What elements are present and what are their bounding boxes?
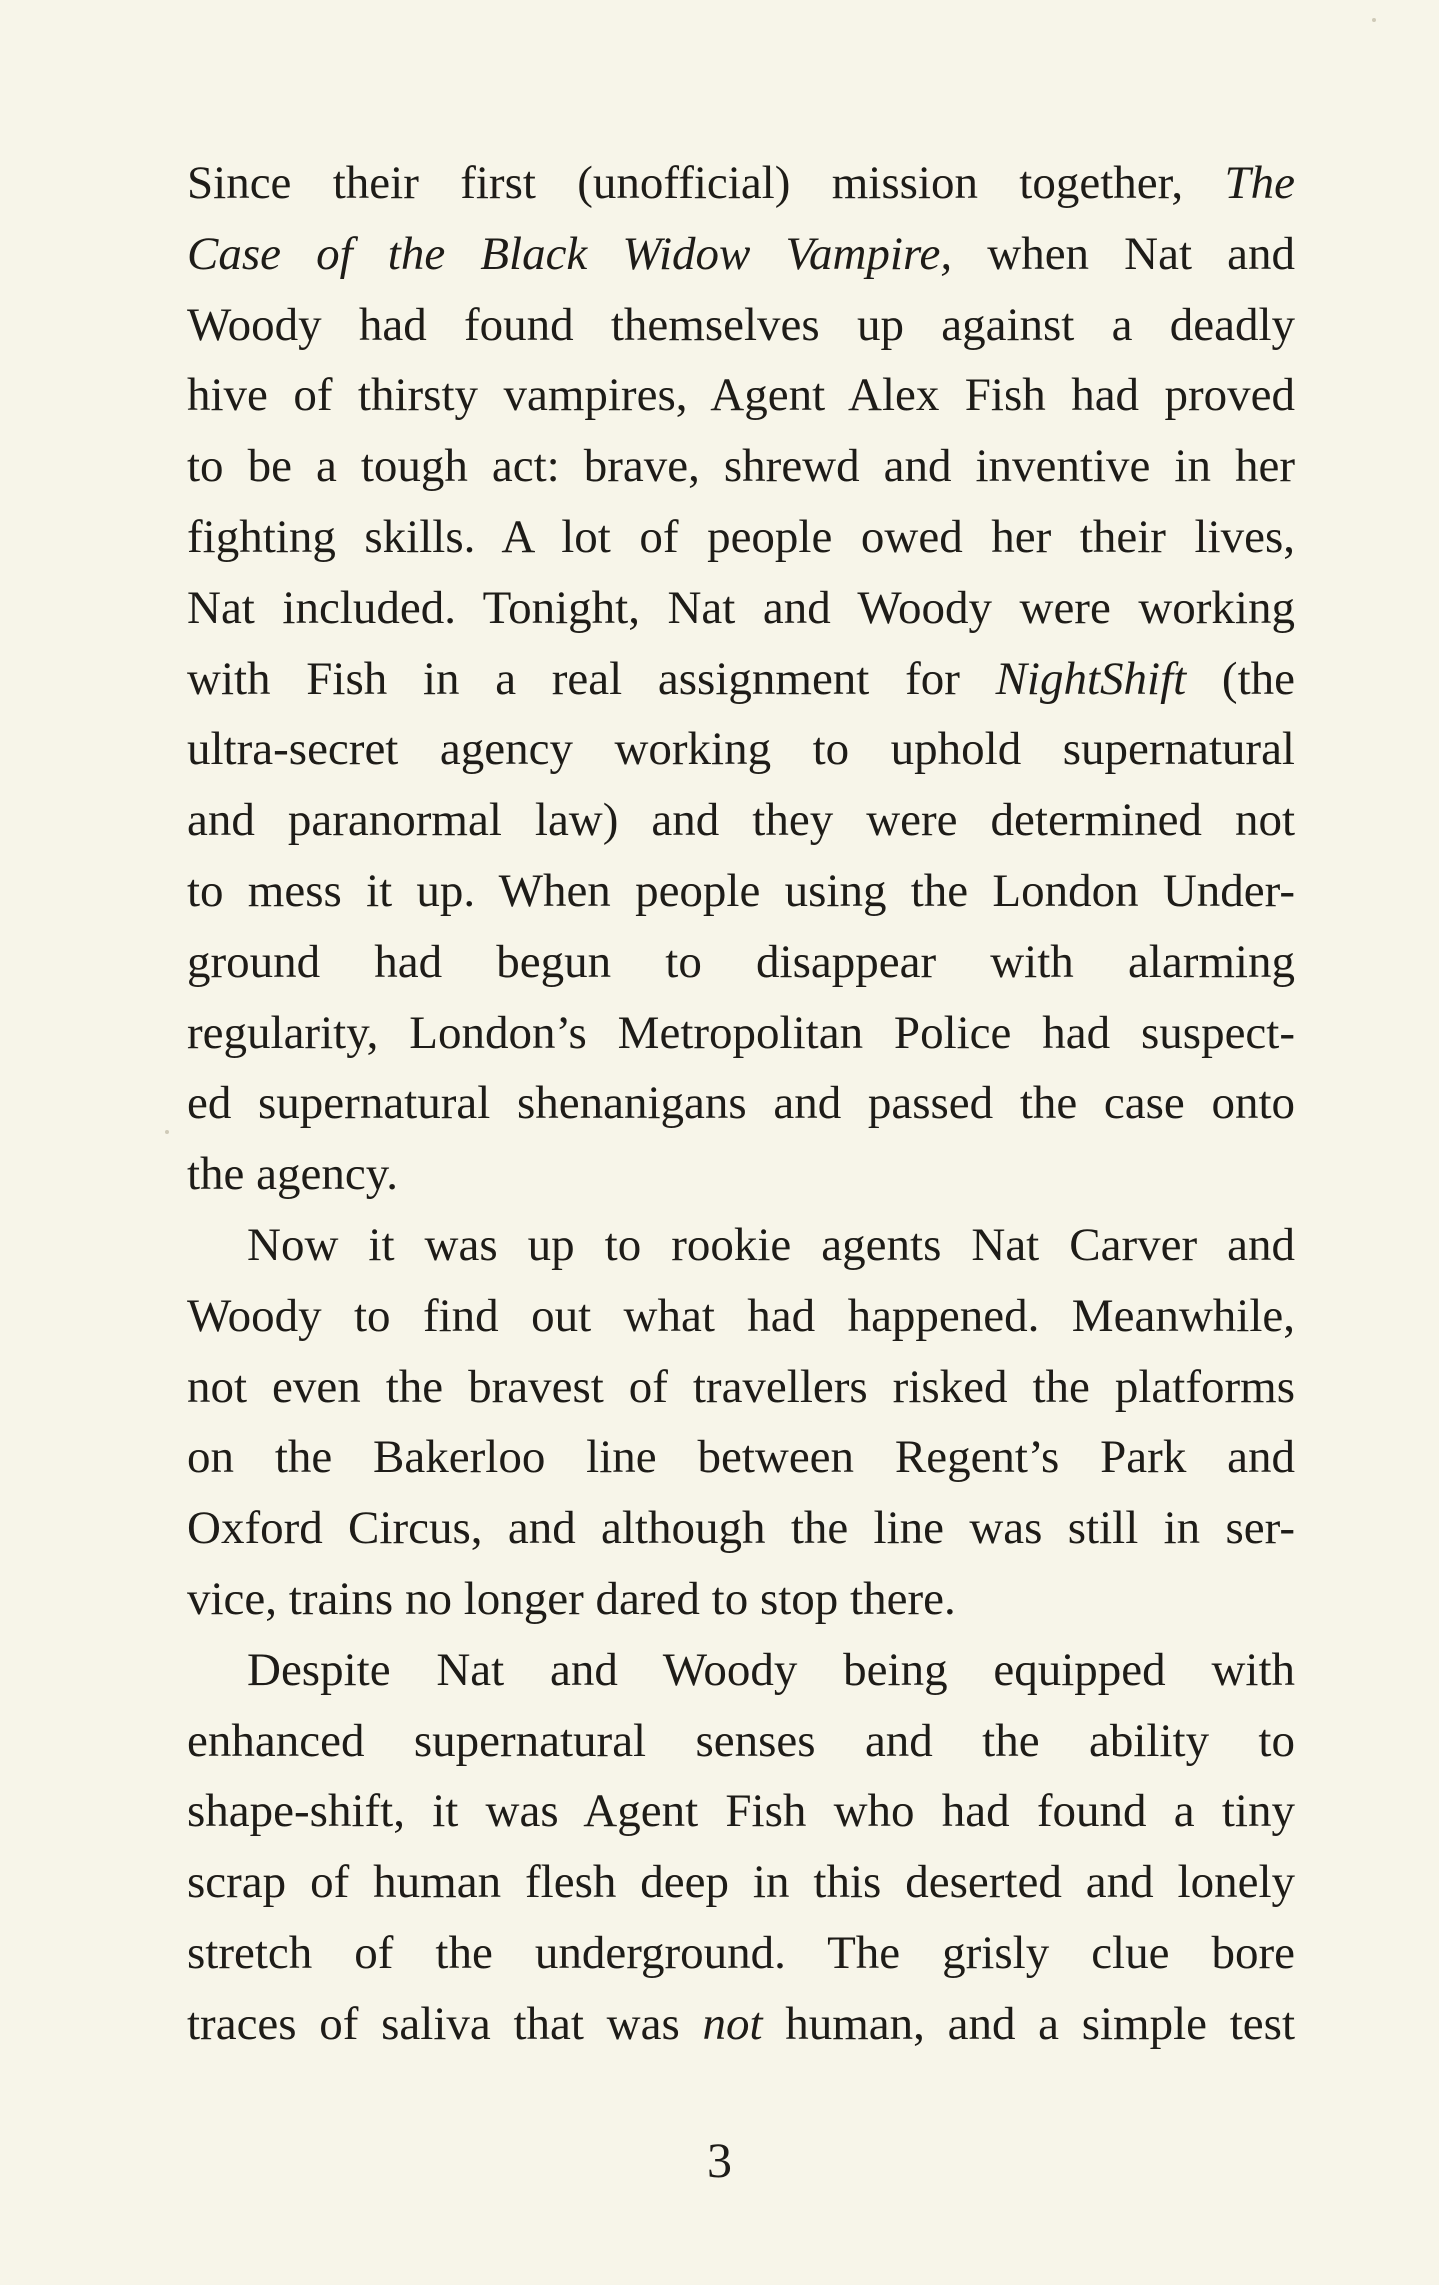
paragraph bbox=[187, 148, 1295, 1210]
text-run: enhanced supernatural senses and the ability to bbox=[187, 1714, 1295, 1767]
text-run: Oxford Circus, and although the line was still in ser- bbox=[187, 1502, 1295, 1555]
text-run: fighting skills. A lot of people owed her their lives, bbox=[187, 510, 1295, 563]
text-run: human, and a simple test bbox=[762, 1997, 1296, 2050]
text-run: on the Bakerloo line between Regent’s Park and bbox=[187, 1431, 1295, 1484]
text-run: scrap of human flesh deep in this deserted and lonely bbox=[187, 1856, 1295, 1909]
text-run: ultra-secret agency working to uphold supernatural bbox=[187, 723, 1295, 776]
text-run: and paranormal law) and they were determined not bbox=[187, 794, 1295, 847]
text-line bbox=[187, 856, 1295, 927]
text-line bbox=[187, 502, 1295, 573]
text-run: stretch of the underground. The grisly clue bore bbox=[187, 1926, 1295, 1979]
italic-text: not bbox=[702, 1997, 763, 2050]
text-run: regularity, London’s Metropolitan Police had suspect- bbox=[187, 1006, 1295, 1059]
text-line bbox=[187, 1068, 1295, 1139]
text-run: not even the bravest of travellers risked the platforms bbox=[187, 1360, 1295, 1413]
paragraph bbox=[187, 1210, 1295, 1635]
text-run: hive of thirsty vampires, Agent Alex Fish had proved bbox=[187, 369, 1295, 422]
text-line bbox=[187, 1635, 1295, 1706]
text-line bbox=[187, 785, 1295, 856]
text-run: ed supernatural shenanigans and passed the case onto bbox=[187, 1077, 1295, 1130]
text-line bbox=[187, 1352, 1295, 1423]
body-text bbox=[187, 148, 1295, 2060]
text-line bbox=[187, 644, 1295, 715]
text-run: shape-shift, it was Agent Fish who had found a tiny bbox=[187, 1785, 1295, 1838]
text-line bbox=[187, 290, 1295, 361]
text-run: to mess it up. When people using the London Under- bbox=[187, 864, 1295, 917]
italic-text: NightShift bbox=[995, 652, 1187, 705]
text-run: traces of saliva that was bbox=[187, 1997, 703, 2050]
text-run: Nat included. Tonight, Nat and Woody were working bbox=[187, 581, 1295, 634]
text-run: the agency. bbox=[187, 1148, 398, 1201]
italic-text: Case of the Black Widow Vampire, bbox=[187, 227, 953, 280]
text-line bbox=[187, 360, 1295, 431]
text-line bbox=[187, 1210, 1295, 1281]
paragraph bbox=[187, 1635, 1295, 2060]
paper-speck bbox=[165, 1130, 169, 1134]
text-run: Since their first (unofficial) mission together, bbox=[187, 157, 1225, 209]
text-line bbox=[187, 431, 1295, 502]
text-run: Woody to find out what had happened. Meanwhile, bbox=[187, 1289, 1295, 1342]
text-line bbox=[187, 1493, 1295, 1564]
text-run: ground had begun to disappear with alarming bbox=[187, 935, 1295, 988]
text-line bbox=[187, 1564, 1295, 1635]
text-run: when Nat and bbox=[952, 227, 1295, 280]
page-number: 3 bbox=[707, 2132, 732, 2188]
text-line bbox=[187, 714, 1295, 785]
text-line bbox=[187, 573, 1295, 644]
text-run: to be a tough act: brave, shrewd and inventive in her bbox=[187, 440, 1295, 493]
text-line bbox=[187, 1281, 1295, 1352]
text-run: Now it was up to rookie agents Nat Carver and bbox=[247, 1218, 1295, 1271]
text-run: vice, trains no longer dared to stop there. bbox=[187, 1572, 956, 1625]
text-line bbox=[187, 1139, 1295, 1210]
text-line bbox=[187, 1847, 1295, 1918]
text-line bbox=[187, 148, 1295, 219]
italic-text: The bbox=[1224, 157, 1295, 209]
text-run: Despite Nat and Woody being equipped with bbox=[247, 1643, 1295, 1696]
text-line bbox=[187, 1776, 1295, 1847]
text-line bbox=[187, 927, 1295, 998]
text-line bbox=[187, 1989, 1295, 2060]
text-line bbox=[187, 1422, 1295, 1493]
text-line bbox=[187, 1706, 1295, 1777]
paper-speck bbox=[1372, 18, 1376, 22]
text-run: with Fish in a real assignment for bbox=[187, 652, 996, 705]
text-line bbox=[187, 219, 1295, 290]
text-run: (the bbox=[1186, 652, 1295, 705]
text-line bbox=[187, 1918, 1295, 1989]
text-run: Woody had found themselves up against a deadly bbox=[187, 298, 1295, 351]
text-line bbox=[187, 998, 1295, 1069]
